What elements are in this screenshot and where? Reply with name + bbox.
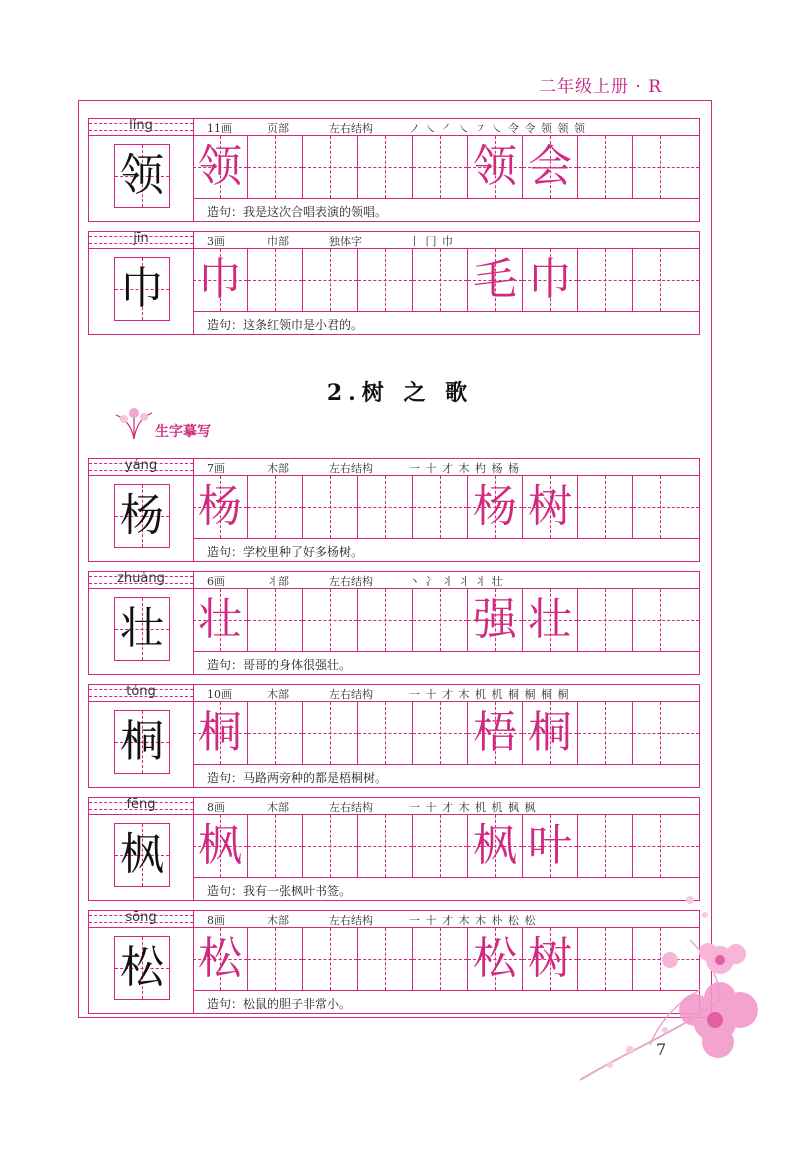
stroke-count: 8画	[207, 801, 225, 814]
character-card	[88, 118, 700, 222]
word-char: 杨	[473, 481, 517, 532]
tracing-char: 领	[198, 141, 242, 192]
word-cell	[523, 589, 578, 651]
practice-cell	[303, 476, 358, 538]
character-card	[88, 231, 700, 335]
example-sentence: 造句：哥哥的身体很强壮。	[207, 658, 352, 672]
model-char-box	[114, 144, 170, 208]
practice-cell	[248, 702, 303, 764]
radical: 木部	[267, 688, 289, 701]
stroke-order: ノ ㇏ ㇒ ㇏ ㇇ ㇏ 令 令 领 领 领	[409, 122, 586, 135]
pinyin: tóng	[126, 685, 156, 699]
model-char: 杨	[120, 490, 164, 541]
grade-label: 二年级上册 · R	[538, 77, 662, 97]
practice-cell	[578, 476, 633, 538]
practice-cell	[578, 136, 633, 198]
practice-cell	[303, 815, 358, 877]
radical: 木部	[267, 801, 289, 814]
example-sentence: 造句：学校里种了好多杨树。	[207, 545, 364, 559]
practice-cell	[358, 476, 413, 538]
practice-cell	[413, 249, 468, 311]
practice-cell	[413, 702, 468, 764]
info-row	[88, 458, 700, 476]
word-cell	[523, 476, 578, 538]
word-cell	[468, 589, 523, 651]
practice-cell	[193, 928, 248, 990]
writing-grid	[88, 476, 700, 562]
word-char: 松	[473, 933, 517, 984]
pinyin: lǐng	[129, 119, 153, 133]
stroke-count: 6画	[207, 575, 225, 588]
pinyin-box	[89, 911, 194, 927]
structure: 左右结构	[329, 801, 373, 814]
practice-cell	[358, 136, 413, 198]
practice-cell	[193, 476, 248, 538]
tracing-char: 枫	[198, 820, 242, 871]
word-char: 桐	[528, 707, 572, 758]
practice-cell	[358, 702, 413, 764]
sentence-row	[193, 311, 699, 335]
practice-cell	[248, 589, 303, 651]
practice-cell	[578, 589, 633, 651]
example-sentence: 造句：松鼠的胆子非常小。	[207, 997, 352, 1011]
practice-cell	[358, 815, 413, 877]
word-char: 枫	[473, 820, 517, 871]
writing-grid	[88, 136, 700, 222]
word-char: 梧	[473, 707, 517, 758]
practice-cell	[633, 702, 699, 764]
stroke-order: 一 十 才 木 机 机 桐 桐 桐 桐	[409, 688, 570, 701]
writing-grid	[88, 702, 700, 788]
example-sentence: 造句：我是这次合唱表演的领唱。	[207, 205, 388, 219]
word-cell	[523, 815, 578, 877]
word-char: 强	[473, 594, 517, 645]
structure: 左右结构	[329, 575, 373, 588]
pinyin: zhuàng	[117, 572, 165, 586]
practice-cell	[358, 589, 413, 651]
word-char: 叶	[528, 820, 572, 871]
radical: 木部	[267, 462, 289, 475]
word-char: 巾	[528, 254, 572, 305]
word-char: 壮	[528, 594, 572, 645]
tracing-char: 杨	[198, 481, 242, 532]
practice-cell	[633, 589, 699, 651]
practice-cell	[578, 249, 633, 311]
tracing-char: 巾	[198, 254, 242, 305]
practice-cell	[413, 476, 468, 538]
practice-cell	[193, 815, 248, 877]
writing-grid	[88, 589, 700, 675]
practice-cell	[578, 815, 633, 877]
word-cell	[523, 136, 578, 198]
practice-cell	[193, 136, 248, 198]
section-label: 生字摹写	[155, 424, 211, 440]
model-char: 松	[120, 942, 164, 993]
structure: 独体字	[329, 235, 362, 248]
radical: 木部	[267, 914, 289, 927]
character-card	[88, 458, 700, 562]
practice-cell	[248, 928, 303, 990]
word-char: 树	[528, 481, 572, 532]
writing-grid	[88, 249, 700, 335]
model-char-box	[114, 710, 170, 774]
model-char-box	[114, 484, 170, 548]
pinyin: yáng	[124, 459, 158, 473]
sentence-row	[193, 764, 699, 788]
radical: 页部	[267, 122, 289, 135]
radical: 丬部	[267, 575, 289, 588]
structure: 左右结构	[329, 688, 373, 701]
radical: 巾部	[267, 235, 289, 248]
pinyin-box	[89, 798, 194, 814]
pinyin: jīn	[133, 232, 149, 246]
practice-cell	[193, 702, 248, 764]
info-row	[88, 571, 700, 589]
model-char: 枫	[120, 829, 164, 880]
model-char-box	[114, 936, 170, 1000]
stroke-count: 7画	[207, 462, 225, 475]
practice-cell	[413, 136, 468, 198]
practice-cell	[358, 249, 413, 311]
word-cell	[468, 249, 523, 311]
pinyin: fēng	[126, 798, 156, 812]
stroke-order: 一 十 才 木 杓 杨 杨	[409, 462, 520, 475]
word-char: 毛	[473, 254, 517, 305]
lesson-title: 2.树 之 歌	[326, 380, 474, 406]
practice-cell	[303, 928, 358, 990]
word-cell	[468, 815, 523, 877]
tracing-char: 桐	[198, 707, 242, 758]
practice-cell	[358, 928, 413, 990]
practice-cell	[633, 249, 699, 311]
model-char-box	[114, 257, 170, 321]
practice-cell	[413, 589, 468, 651]
word-char: 领	[473, 141, 517, 192]
practice-cell	[303, 589, 358, 651]
sentence-row	[193, 651, 699, 675]
word-cell	[468, 476, 523, 538]
word-cell	[523, 249, 578, 311]
info-row	[88, 797, 700, 815]
practice-cell	[633, 476, 699, 538]
character-card	[88, 684, 700, 788]
word-char: 树	[528, 933, 572, 984]
practice-cell	[303, 249, 358, 311]
pinyin-box	[89, 459, 194, 475]
practice-cell	[193, 589, 248, 651]
stroke-order: 丨 冂 巾	[409, 235, 454, 248]
model-char: 领	[120, 150, 164, 201]
info-row	[88, 118, 700, 136]
model-char: 巾	[120, 263, 164, 314]
tracing-char: 壮	[198, 594, 242, 645]
stroke-order: 丶 冫 丬 丬 丬 壮	[409, 575, 504, 588]
example-sentence: 造句：这条红领巾是小君的。	[207, 318, 364, 332]
word-cell	[468, 136, 523, 198]
practice-cell	[303, 136, 358, 198]
pinyin-box	[89, 119, 194, 135]
stroke-count: 3画	[207, 235, 225, 248]
practice-cell	[248, 249, 303, 311]
pinyin-box	[89, 572, 194, 588]
tracing-char: 松	[198, 933, 242, 984]
stroke-count: 8画	[207, 914, 225, 927]
pinyin: sōng	[125, 911, 157, 925]
sentence-row	[193, 198, 699, 222]
practice-cell	[248, 815, 303, 877]
pinyin-box	[89, 232, 194, 248]
stroke-order: 一 十 才 木 木 朴 松 松	[409, 914, 537, 927]
info-row	[88, 231, 700, 249]
example-sentence: 造句：我有一张枫叶书签。	[207, 884, 352, 898]
word-cell	[468, 702, 523, 764]
structure: 左右结构	[329, 122, 373, 135]
model-char: 桐	[120, 716, 164, 767]
info-row	[88, 684, 700, 702]
flower-icon	[112, 405, 156, 441]
structure: 左右结构	[329, 914, 373, 927]
word-char: 会	[528, 141, 572, 192]
blossom-decoration-icon	[570, 880, 770, 1090]
practice-cell	[578, 702, 633, 764]
practice-cell	[633, 136, 699, 198]
practice-cell	[413, 815, 468, 877]
structure: 左右结构	[329, 462, 373, 475]
practice-cell	[413, 928, 468, 990]
sentence-row	[193, 538, 699, 562]
practice-cell	[248, 136, 303, 198]
practice-cell	[248, 476, 303, 538]
pinyin-box	[89, 685, 194, 701]
example-sentence: 造句：马路两旁种的都是梧桐树。	[207, 771, 388, 785]
page-number: 7	[656, 1040, 667, 1059]
word-cell	[523, 702, 578, 764]
model-char-box	[114, 823, 170, 887]
practice-cell	[633, 815, 699, 877]
character-card	[88, 571, 700, 675]
stroke-order: 一 十 才 木 机 机 枫 枫	[409, 801, 537, 814]
word-cell	[468, 928, 523, 990]
model-char: 壮	[120, 603, 164, 654]
practice-cell	[303, 702, 358, 764]
stroke-count: 10画	[207, 688, 232, 701]
stroke-count: 11画	[207, 122, 232, 135]
practice-cell	[193, 249, 248, 311]
model-char-box	[114, 597, 170, 661]
